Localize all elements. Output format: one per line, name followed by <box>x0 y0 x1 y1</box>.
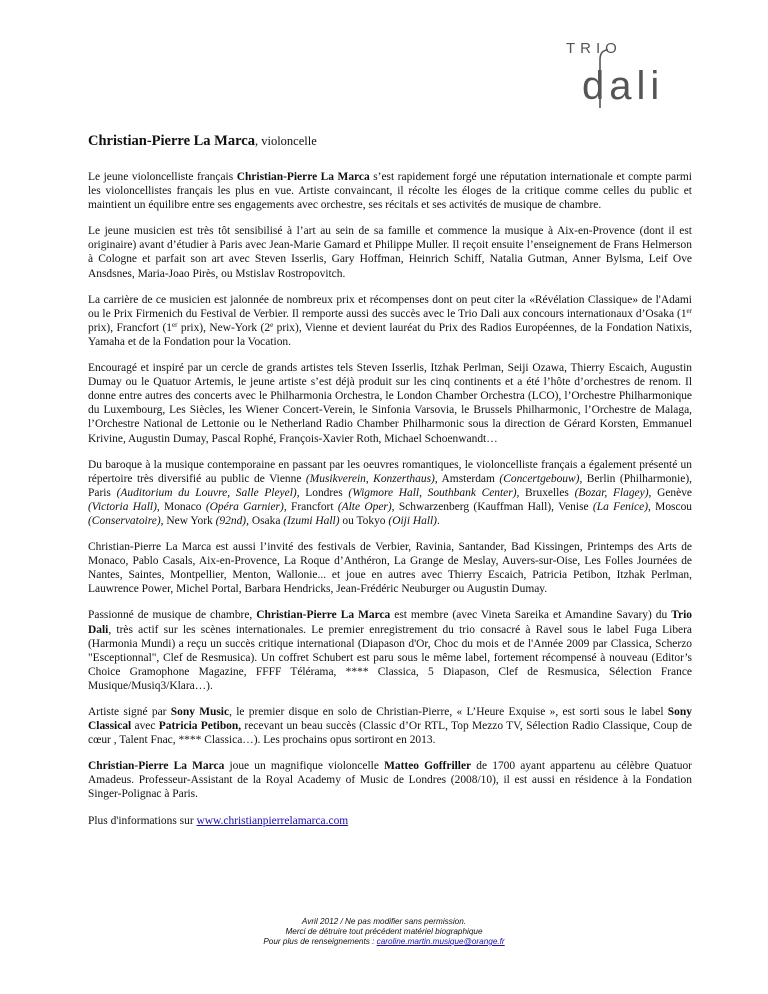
artist-role: , violoncelle <box>254 134 317 148</box>
paragraph-more-info <box>88 814 692 828</box>
text: Plus d'informations sur <box>88 814 197 827</box>
text: recevant un beau succès (Classic d’Or RTL, Top Mezzo TV, Sélection Radio Classique, Coup de cœur , Talent Fnac, **** Classica…). Les prochains opus sortiront en 2013. <box>88 720 693 747</box>
text: , Amsterdam <box>434 472 500 485</box>
text: Le jeune violoncelliste français <box>88 171 237 183</box>
bold-name: Matteo Goffriller <box>384 760 472 773</box>
text: Londres <box>299 486 349 499</box>
text: , Monaco <box>156 500 206 513</box>
bold-name: Christian-Pierre La Marca <box>236 171 370 183</box>
website-link[interactable]: www.christianpierrelamarca.com <box>196 814 349 827</box>
venue: (Auditorium du Louvre, Salle Pleyel), <box>116 486 300 499</box>
text: Bruxelles <box>519 486 575 499</box>
text: prix), Vienne et devient lauréat du Prix des Radios Européennes, de la Fondation Natixis, Yamaha et de la Fondation pour la Vocation. <box>88 321 692 348</box>
paragraph-chamber-music <box>88 608 692 693</box>
text: prix), New-York (2 <box>177 321 271 334</box>
paragraph-prizes <box>88 293 692 349</box>
text: , Berlin (Philharmonie), Paris <box>88 472 692 499</box>
text: , New York <box>160 514 216 527</box>
venue: (Oiji Hall) <box>388 514 437 527</box>
text: La carrière de ce musicien est jalonnée de nombreux prix et récompenses dont on peut citer la «Révélation Classique» de l'Adami ou le Prix Firmenich du Festival de Verbier. Il remporte aussi des succès avec le Trio Dali aux concours internationaux d’Osaka (1 <box>88 293 692 320</box>
logo-dali-text: dali <box>582 64 665 108</box>
artist-name: Christian-Pierre La Marca <box>88 133 255 149</box>
venue: (Alte Oper) <box>337 500 392 513</box>
contact-email-link[interactable]: caroline.martin.musique@orange.fr <box>376 937 505 946</box>
venue: (Musikverein, Konzerthaus) <box>305 472 435 485</box>
bold-name: Sony Classical <box>88 706 692 733</box>
text: Du baroque à la musique contemporaine en passant par les oeuvres romantiques, le violoncelliste français a également présenté un répertoire très diversifié au public de Vienne <box>88 458 692 485</box>
venue: (Victoria Hall) <box>88 500 157 513</box>
page-title <box>88 132 692 150</box>
paragraph-festivals: Christian-Pierre La Marca est aussi l’invité des festivals de Verbier, Ravinia, Santander, Bad Kissingen, Printemps des Arts de Monaco, Pablo Casals, Aix-en-Provence, La Roque d’Anthéron, La Grange de Meslay, Auvers-sur-Oise, Les Folles Journées de Nantes, Saintes, Montpellier, Menton, Wallonie... et joue en autres avec Thierry Escaich, Patricia Petibon, Itzhak Perlman, Lauwrence Power, Michel Portal, Barbara Hendricks, Jean-Frédéric Neuburger ou Augustin Dumay. <box>88 541 692 596</box>
venue: (Opéra Garnier) <box>205 500 284 513</box>
text: , très actif sur les scènes internationales. Le premier enregistrement du trio consacré à Ravel sous le label Fuga Libera (Harmonia Mundi) a reçu un succès critique international (Diapason d'Or, Choc du mois et de l'Année 2009 par Classica, Scherzo "Esceptionnal", Clef de Resmusica). Un coffret Schubert est paru sous le même label, fortement récompensé à nouveau (Editor’s Choice Gramophone Magazine, FFFF Télérama, **** Classica, 5 Diapason, Clef de Resmusica, Sélection France Musique/Musiq3/Klara…). <box>88 623 692 692</box>
text: est membre (avec Vineta Sareika et Amandine Savary) du <box>390 609 672 622</box>
text: , Schwarzenberg (Kauffman Hall), Venise <box>391 500 593 513</box>
ordinal: er <box>172 320 178 329</box>
biography <box>88 132 692 840</box>
text: Pour plus de renseignements : <box>263 937 377 946</box>
venue: (Bozar, Flagey) <box>574 486 649 499</box>
text: , Francfort <box>283 500 338 513</box>
paragraph-education: Le jeune musicien est très tôt sensibilisé à l’art au sein de sa famille et commence la musique à Aix-en-Provence (dont il est originaire) avant d’étudier à Paris avec Jean-Marie Gamard et Philippe Muller. Il reçoit ensuite l’enseignement de Frans Helmerson à Cologne et parfait son art avec Steven Isserlis, Gary Hoffman, Heinrich Schiff, Natalia Gutman, Anner Bylsma, Leif Ove Ansdsnes, Maria-Joao Pirès, ou Mstislav Rostropovitch. <box>88 225 692 280</box>
text: s’est rapidement forgé une réputation internationale et compte parmi les violoncellistes français les plus en vue. Artiste convaincant, il récolte les éloges de la critique comme celles du public et maintient un équilibre entre ses engagements avec orchestre, ses récitals et ses activités de musique de chambre. <box>88 171 692 212</box>
paragraph-venues <box>88 458 692 528</box>
text: , le premier disque en solo de Christian-Pierre, « L’Heure Exquise », est sorti sous le label <box>229 706 668 718</box>
bold-name: Sony Music <box>170 706 230 718</box>
text: prix), Francfort (1 <box>88 321 172 334</box>
footer-line-notice: Merci de détruire tout précédent matériel biographique <box>285 927 483 936</box>
footer-line-date: Avril 2012 / Ne pas modifier sans permission. <box>301 917 467 926</box>
text: Artiste signé par <box>88 706 171 718</box>
text: avec <box>131 720 159 733</box>
paragraph-recordings <box>88 705 692 747</box>
text: joue un magnifique violoncelle <box>224 760 385 773</box>
paragraph-instrument <box>88 759 692 801</box>
footer-notice <box>0 917 768 947</box>
venue: (Concertgebouw) <box>499 472 580 485</box>
footer-line-contact <box>0 937 768 947</box>
bold-name: Christian-Pierre La Marca <box>256 609 391 622</box>
ordinal: e <box>270 320 274 329</box>
text: ou Tokyo <box>339 514 389 527</box>
logo-trio-text: TRIO <box>566 40 622 57</box>
bold-name: Christian-Pierre La Marca <box>88 760 225 773</box>
text: , Moscou <box>648 500 693 513</box>
bold-name: Trio Dali <box>88 609 692 636</box>
paragraph-intro <box>88 170 692 212</box>
venue: (Izumi Hall) <box>283 514 340 527</box>
paragraph-orchestras: Encouragé et inspiré par un cercle de grands artistes tels Steven Isserlis, Itzhak Perlman, Seiji Ozawa, Thierry Escaich, Augustin Dumay ou le Quatuor Artemis, le jeune artiste s’est déjà produit sur les cinq continents et a été l’hôte d’orchestres de renom. Il donne entre autres des concerts avec le Philharmonia Orchestra, le London Chamber Orchestra (LCO), l’Orchestre Philharmonique du Luxembourg, Les Siècles, les Wiener Concert-Verein, le Sinfonia Varsovia, le Brussels Philharmonic, l’Orchestre de Malaga, l’Orchestre National de Lettonie ou le Netherland Radio Chamber Philharmonic sous la direction de Gérard Korsten, Emmanuel Krivine, Augustin Dumay, Pascal Rophé, François-Xavier Roth, Michael Schoenwandt… <box>88 362 692 445</box>
ordinal: er <box>686 306 692 315</box>
trio-dali-logo <box>528 40 688 110</box>
bold-name: Patricia Petibon, <box>158 720 242 733</box>
text: , Osaka <box>246 514 284 527</box>
text: de 1700 ayant appartenu au célèbre Quatuor Amadeus. Professeur-Assistant de la Royal Academy of Music de Londres (2008/10), il est aussi en résidence à la Fondation Singer-Polignac à Paris. <box>88 760 692 801</box>
venue: (Wigmore Hall, Southbank Center), <box>348 486 520 499</box>
text: . <box>437 514 440 527</box>
venue: (92nd) <box>215 514 247 527</box>
venue: (La Fenice) <box>592 500 649 513</box>
text: Passionné de musique de chambre, <box>88 609 257 622</box>
text: , Genève <box>648 486 692 499</box>
venue: (Conservatoire) <box>88 514 161 527</box>
